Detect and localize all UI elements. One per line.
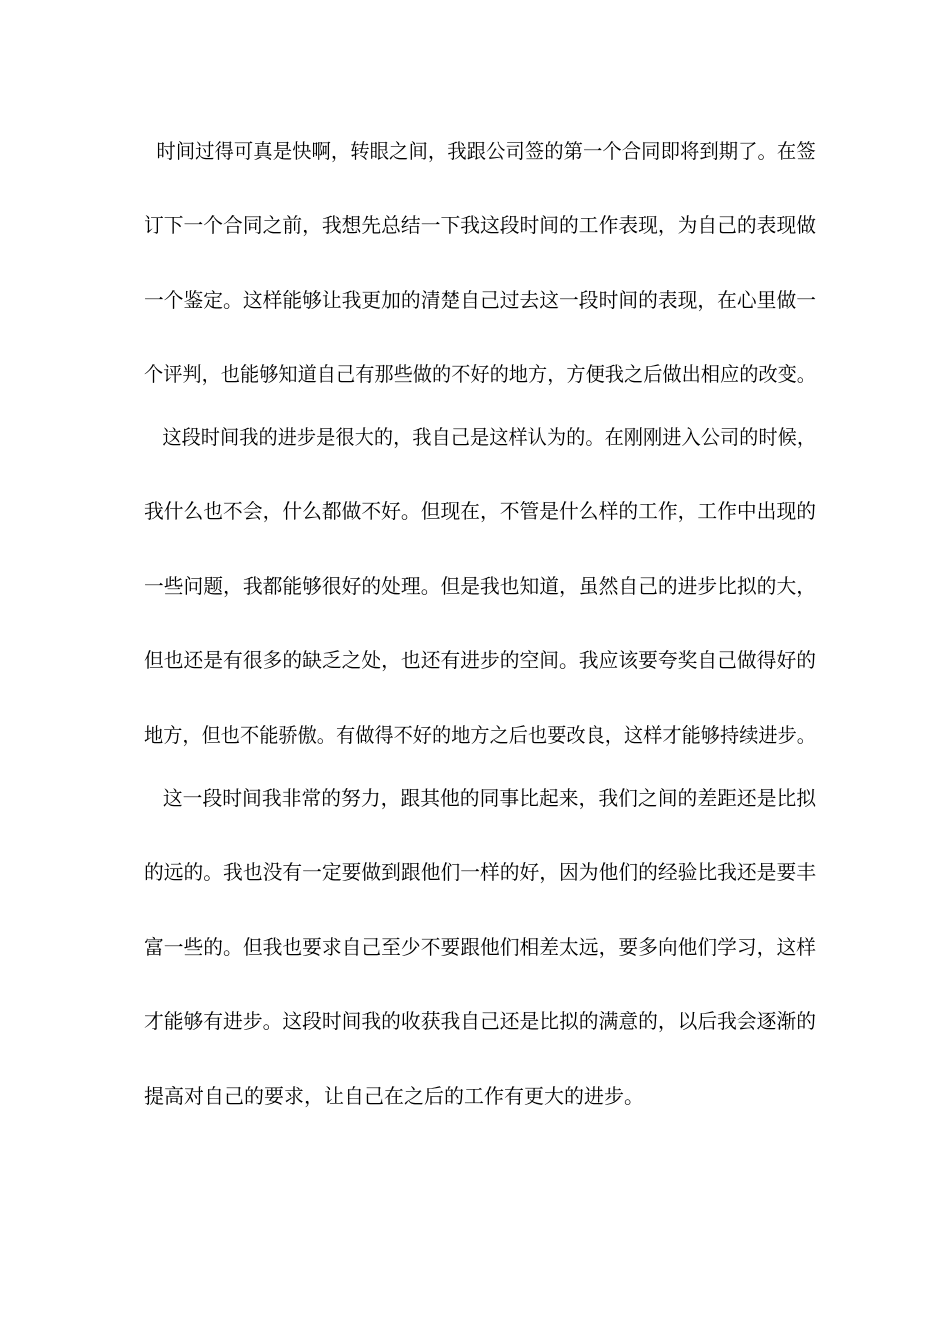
text-line-9: 地方，但也不能骄傲。有做得不好的地方之后也要改良，这样才能够持续进步。 xyxy=(144,723,816,747)
text-line-10: 这一段时间我非常的努力，跟其他的同事比起来，我们之间的差距还是比拟 xyxy=(144,786,817,810)
text-line-8: 但也还是有很多的缺乏之处，也还有进步的空间。我应该要夸奖自己做得好的 xyxy=(144,648,816,672)
text-line-5: 这段时间我的进步是很大的，我自己是这样认为的。在刚刚进入公司的时候， xyxy=(144,425,817,449)
text-line-7: 一些问题，我都能够很好的处理。但是我也知道，虽然自己的进步比拟的大， xyxy=(144,574,816,598)
text-line-1: 时间过得可真是快啊，转眼之间，我跟公司签的第一个合同即将到期了。在签 xyxy=(144,139,816,163)
text-line-14: 提高对自己的要求，让自己在之后的工作有更大的进步。 xyxy=(144,1084,644,1108)
text-line-6: 我什么也不会，什么都做不好。但现在，不管是什么样的工作，工作中出现的 xyxy=(144,499,816,523)
text-line-11: 的远的。我也没有一定要做到跟他们一样的好，因为他们的经验比我还是要丰 xyxy=(144,860,816,884)
text-line-4: 个评判，也能够知道自己有那些做的不好的地方，方便我之后做出相应的改变。 xyxy=(144,362,816,386)
text-line-2: 订下一个合同之前，我想先总结一下我这段时间的工作表现，为自己的表现做 xyxy=(144,213,816,237)
text-line-12: 富一些的。但我也要求自己至少不要跟他们相差太远，要多向他们学习，这样 xyxy=(144,935,816,959)
text-line-3: 一个鉴定。这样能够让我更加的清楚自己过去这一段时间的表现，在心里做一 xyxy=(144,288,816,312)
text-line-13: 才能够有进步。这段时间我的收获我自己还是比拟的满意的，以后我会逐渐的 xyxy=(144,1009,816,1033)
